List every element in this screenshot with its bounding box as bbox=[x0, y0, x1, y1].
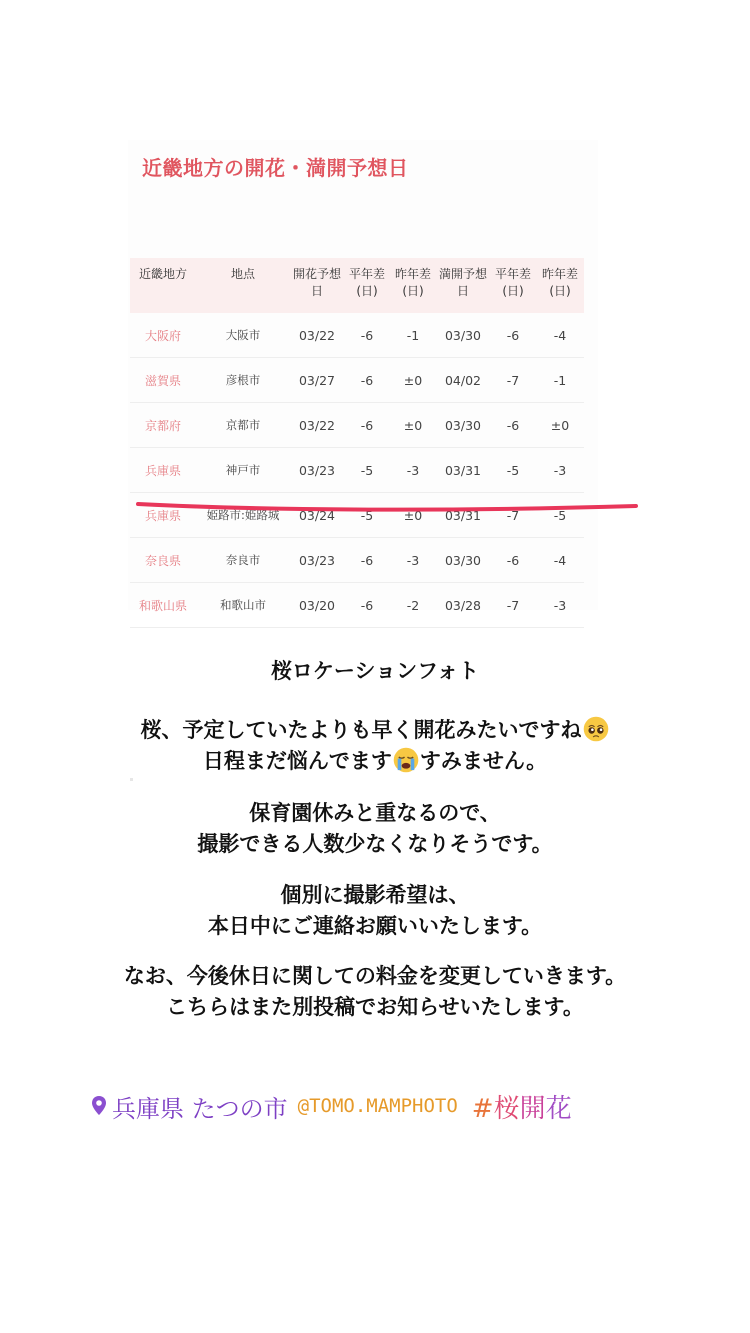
table-cell-bloom-avg: -5 bbox=[344, 448, 390, 493]
table-header-cell bbox=[390, 258, 436, 313]
table-cell-full: 03/28 bbox=[436, 583, 490, 628]
message-line: 撮影できる人数少なくなりそうです。 bbox=[197, 832, 553, 856]
table-cell-region: 滋賀県 bbox=[130, 358, 196, 403]
location-sticker[interactable] bbox=[90, 1089, 288, 1124]
table-cell-full-last: -4 bbox=[536, 538, 584, 583]
location-pin-icon bbox=[90, 1095, 108, 1117]
table-header-cell bbox=[290, 258, 344, 313]
table-cell-full-last: -3 bbox=[536, 583, 584, 628]
table-cell-bloom-last: -3 bbox=[390, 538, 436, 583]
table-header-cell bbox=[196, 258, 290, 313]
header-label: 昨年差 bbox=[394, 267, 431, 281]
table-cell-place: 京都市 bbox=[196, 403, 290, 448]
table-cell-place: 大阪市 bbox=[196, 313, 290, 358]
table-cell-place: 神戸市 bbox=[196, 448, 290, 493]
table-cell-bloom-avg: -6 bbox=[344, 583, 390, 628]
table-cell-bloom-last: ±0 bbox=[390, 403, 436, 448]
table-cell-full-last: ±0 bbox=[536, 403, 584, 448]
table-cell-bloom-avg: -6 bbox=[344, 403, 390, 448]
table-row bbox=[130, 448, 584, 493]
red-underline-mark bbox=[134, 496, 640, 516]
message-line: 保育園休みと重なるので、 bbox=[249, 801, 501, 825]
speck bbox=[130, 778, 133, 781]
table-cell-bloom-avg: -6 bbox=[344, 538, 390, 583]
table-row bbox=[130, 583, 584, 628]
table-cell-place: 姫路市:姫路城 bbox=[196, 493, 290, 538]
table-cell-full-last: -4 bbox=[536, 313, 584, 358]
table-cell-bloom: 03/22 bbox=[290, 313, 344, 358]
table-row bbox=[130, 358, 584, 403]
message-title bbox=[0, 656, 750, 687]
message-line: 本日中にご連絡お願いいたします。 bbox=[207, 914, 543, 938]
table-row bbox=[130, 538, 584, 583]
message-line: こちらはまた別投稿でお知らせいたします。 bbox=[166, 995, 584, 1019]
table-cell-full: 03/31 bbox=[436, 493, 490, 538]
table-cell-region: 京都府 bbox=[130, 403, 196, 448]
table-header-cell bbox=[130, 258, 196, 313]
table-cell-full: 03/30 bbox=[436, 538, 490, 583]
mention-sticker[interactable]: @TOMO.MAMPHOTO bbox=[297, 1095, 458, 1117]
header-label: (日) bbox=[402, 284, 424, 298]
table-cell-full-avg: -7 bbox=[490, 583, 536, 628]
message-text: 桜、予定していたよりも早く開花みたいですね bbox=[140, 718, 582, 742]
location-text: 兵庫県 たつの市 bbox=[112, 1094, 288, 1123]
message-text: 日程まだ悩んでます bbox=[202, 749, 392, 773]
message-paragraph-2 bbox=[0, 798, 750, 860]
table-cell-full-avg: -7 bbox=[490, 493, 536, 538]
hashtag-char: 花 bbox=[545, 1093, 572, 1124]
table-cell-bloom: 03/20 bbox=[290, 583, 344, 628]
message-paragraph-4 bbox=[0, 961, 750, 1023]
header-label: 開花予想 bbox=[292, 267, 341, 281]
table-cell-region: 和歌山県 bbox=[130, 583, 196, 628]
message-text: すみません。 bbox=[419, 749, 548, 773]
hashtag-sticker[interactable] bbox=[472, 1088, 572, 1125]
header-label: (日) bbox=[502, 284, 524, 298]
table-header-cell bbox=[490, 258, 536, 313]
table-cell-full-avg: -6 bbox=[490, 403, 536, 448]
table-cell-bloom-last: ±0 bbox=[390, 358, 436, 403]
table-cell-bloom-avg: -5 bbox=[344, 493, 390, 538]
table-cell-bloom: 03/24 bbox=[290, 493, 344, 538]
table-header-row bbox=[130, 258, 584, 313]
table-row bbox=[130, 403, 584, 448]
table-cell-full-avg: -7 bbox=[490, 358, 536, 403]
table-cell-region: 兵庫県 bbox=[130, 448, 196, 493]
table-cell-full: 03/30 bbox=[436, 403, 490, 448]
table-cell-full: 04/02 bbox=[436, 358, 490, 403]
table-header-cell bbox=[536, 258, 584, 313]
message-line: 個別に撮影希望は、 bbox=[280, 883, 470, 907]
table-cell-bloom-last: -1 bbox=[390, 313, 436, 358]
message-line: なお、今後休日に関しての料金を変更していきます。 bbox=[123, 964, 627, 988]
header-label: 昨年差 bbox=[541, 267, 578, 281]
hashtag-char: 開 bbox=[519, 1093, 546, 1124]
table-cell-place: 奈良市 bbox=[196, 538, 290, 583]
table-cell-full-avg: -5 bbox=[490, 448, 536, 493]
table-cell-full: 03/31 bbox=[436, 448, 490, 493]
table-cell-bloom-avg: -6 bbox=[344, 358, 390, 403]
table-cell-region: 大阪府 bbox=[130, 313, 196, 358]
header-label: 日 bbox=[310, 284, 323, 298]
table-cell-full-last: -5 bbox=[536, 493, 584, 538]
header-label: (日) bbox=[549, 284, 571, 298]
hashtag-char: 桜 bbox=[493, 1093, 520, 1124]
table-row bbox=[130, 313, 584, 358]
table-cell-place: 彦根市 bbox=[196, 358, 290, 403]
table-cell-bloom-last: ±0 bbox=[390, 493, 436, 538]
header-label: 近畿地方 bbox=[138, 267, 187, 281]
table-cell-full-avg: -6 bbox=[490, 538, 536, 583]
forecast-title: 近畿地方の開花・満開予想日 bbox=[142, 156, 409, 180]
message-line bbox=[0, 715, 750, 746]
table-cell-full: 03/30 bbox=[436, 313, 490, 358]
table-cell-place: 和歌山市 bbox=[196, 583, 290, 628]
table-cell-region: 兵庫県 bbox=[130, 493, 196, 538]
hashtag-hash: # bbox=[471, 1093, 494, 1124]
message-paragraph-3 bbox=[0, 880, 750, 942]
table-cell-bloom-last: -2 bbox=[390, 583, 436, 628]
pleading-face-icon bbox=[583, 716, 609, 742]
message-title-text: 桜ロケーションフォト bbox=[270, 659, 480, 683]
table-header-cell bbox=[344, 258, 390, 313]
table-cell-bloom: 03/23 bbox=[290, 448, 344, 493]
message-line bbox=[0, 746, 750, 777]
table-cell-full-last: -3 bbox=[536, 448, 584, 493]
table-cell-bloom: 03/27 bbox=[290, 358, 344, 403]
message-paragraph-1 bbox=[0, 715, 750, 777]
table-header-cell bbox=[436, 258, 490, 313]
table-body bbox=[130, 313, 584, 628]
table-cell-bloom: 03/22 bbox=[290, 403, 344, 448]
header-label: 平年差 bbox=[494, 267, 531, 281]
header-label: 満開予想 bbox=[438, 267, 487, 281]
header-label: 平年差 bbox=[348, 267, 385, 281]
table-cell-bloom-avg: -6 bbox=[344, 313, 390, 358]
table-cell-bloom-last: -3 bbox=[390, 448, 436, 493]
table-cell-full-last: -1 bbox=[536, 358, 584, 403]
header-label: 地点 bbox=[230, 267, 255, 281]
table-cell-region: 奈良県 bbox=[130, 538, 196, 583]
header-label: 日 bbox=[456, 284, 469, 298]
bloom-forecast-table bbox=[130, 258, 584, 628]
header-label: (日) bbox=[356, 284, 378, 298]
table-cell-bloom: 03/23 bbox=[290, 538, 344, 583]
story-stickers bbox=[90, 1086, 572, 1126]
table-cell-full-avg: -6 bbox=[490, 313, 536, 358]
crying-face-icon bbox=[393, 747, 419, 773]
